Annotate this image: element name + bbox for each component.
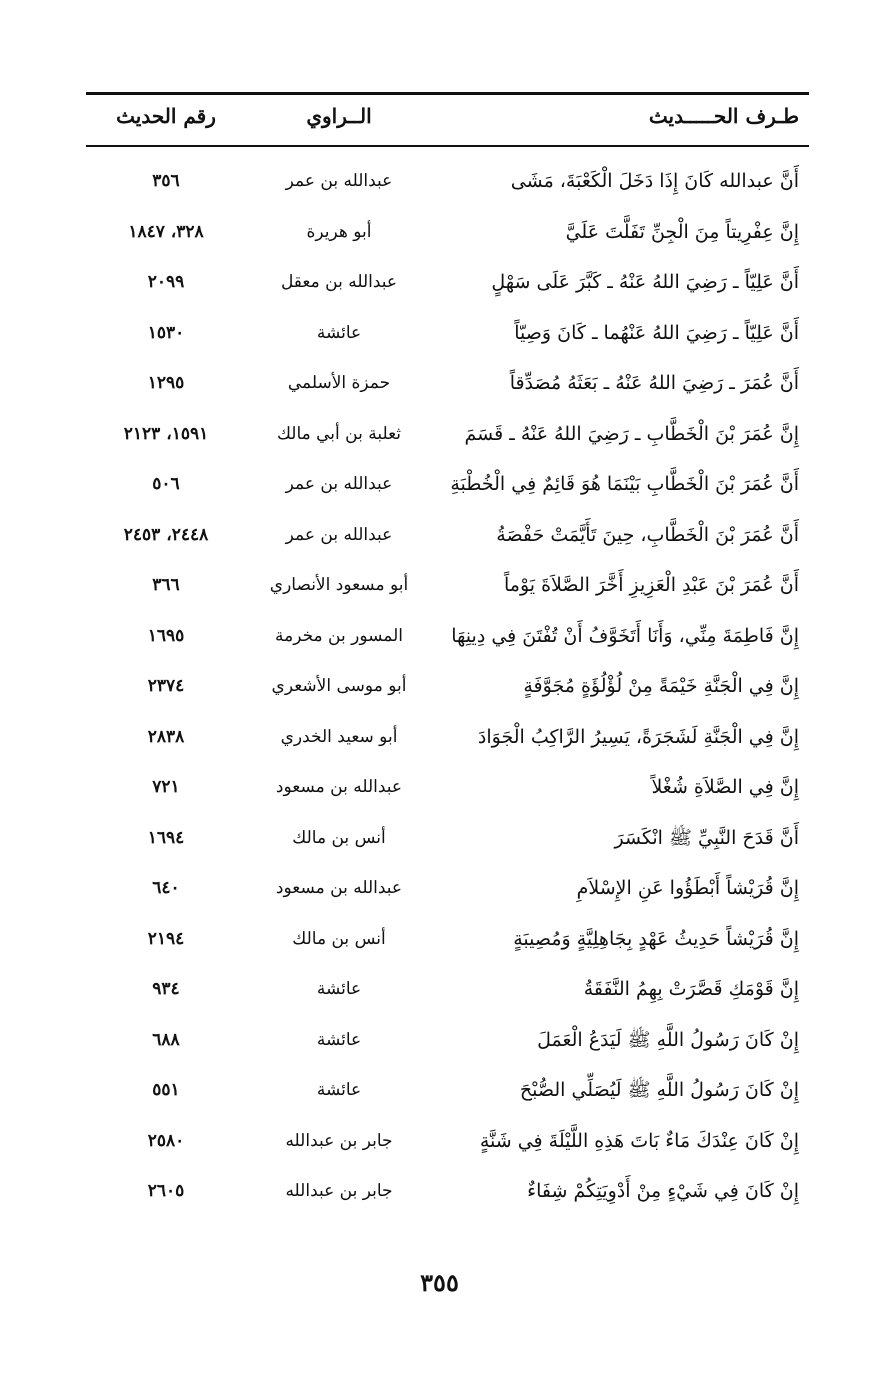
table-row	[86, 156, 809, 207]
narrator-name: عبدالله بن مسعود	[275, 777, 403, 797]
hadith-number: ٢١٩٤	[147, 928, 185, 949]
table-row	[86, 560, 809, 611]
hadith-number: ١٥٣٠	[147, 322, 185, 343]
table-row	[86, 1015, 809, 1066]
table-row	[86, 257, 809, 308]
table-row	[86, 207, 809, 258]
narrator-name: عبدالله بن معقل	[280, 272, 398, 292]
hadith-text: إِنَّ فِي الْجَنَّةِ لَشَجَرَةً، يَسِيرُ الرَّاكِبُ الْجَوَادَ	[477, 725, 799, 748]
hadith-number: ٢٣٧٤	[147, 676, 185, 696]
page-number: ٣٥٥	[420, 1268, 459, 1297]
table-row	[86, 712, 809, 763]
hadith-number: ١٥٩١، ٢١٢٣	[123, 423, 209, 444]
hadith-number: ٥٥١	[152, 1080, 180, 1100]
table-row	[86, 762, 809, 813]
narrator-name: أبو موسى الأشعري	[271, 676, 407, 696]
hadith-text: إِنَّ فِي الصَّلاَةِ شُغْلاً	[651, 776, 799, 798]
narrator-name: عائشة	[316, 1080, 362, 1100]
narrator-name: عبدالله بن عمر	[285, 474, 393, 494]
hadith-index-table	[86, 156, 809, 1217]
narrator-name: أنس بن مالك	[292, 827, 386, 848]
hadith-text: أَنَّ قَدَحَ النَّبِيِّ ﷺ انْكَسَرَ	[614, 826, 799, 849]
hadith-number: ١٦٩٥	[147, 625, 185, 646]
header-rule	[86, 145, 809, 147]
table-header	[86, 104, 809, 140]
header-narrator-label: الــراوي	[306, 104, 372, 128]
narrator-name: حمزة الأسلمي	[287, 373, 391, 393]
narrator-name: عبدالله بن مسعود	[275, 878, 403, 898]
narrator-name: عائشة	[316, 979, 362, 999]
narrator-name: المسور بن مخرمة	[274, 625, 404, 646]
hadith-number: ٢٨٣٨	[147, 726, 185, 747]
hadith-text: أَنَّ عُمَرَ بْنَ الْخَطَّابِ، حِينَ تَأَيَّمَتْ حَفْصَةُ	[496, 523, 799, 546]
hadith-text: إِنَّ قَوْمَكِ قَصَّرَتْ بِهِمُ النَّفَقَةُ	[583, 978, 799, 1000]
hadith-number: ٢٦٠٥	[147, 1181, 185, 1201]
hadith-text: أَنَّ عَلِيّاً ـ رَضِيَ اللهُ عَنْهُ ـ كَبَّرَ عَلَى سَهْلٍ	[491, 271, 799, 293]
hadith-number: ٢٤٤٨، ٢٤٥٣	[123, 524, 209, 545]
hadith-text: إِنْ كَانَ رَسُولُ اللَّهِ ﷺ لَيَدَعُ الْعَمَلَ	[537, 1028, 799, 1051]
hadith-text: إِنَّ فَاطِمَةَ مِنِّي، وَأَنَا أَتَخَوَّفُ أَنْ تُفْتَنَ فِي دِينِهَا	[451, 624, 799, 647]
hadith-text: إِنْ كَانَ رَسُولُ اللَّهِ ﷺ لَيُصَلِّي الصُّبْحَ	[519, 1079, 799, 1101]
hadith-number: ١٢٩٥	[147, 373, 185, 393]
hadith-number: ٧٢١	[152, 777, 180, 797]
table-row	[86, 813, 809, 864]
hadith-number: ٦٨٨	[152, 1029, 180, 1050]
top-rule	[86, 92, 809, 95]
table-row	[86, 914, 809, 965]
narrator-name: عائشة	[316, 322, 362, 343]
header-number-label: رقم الحديث	[116, 104, 216, 128]
table-row	[86, 964, 809, 1015]
hadith-text: أَنَّ عُمَرَ بْنَ عَبْدِ الْعَزِيزِ أَخَّرَ الصَّلاَةَ يَوْماً	[503, 574, 799, 596]
narrator-name: جابر بن عبدالله	[285, 1181, 393, 1201]
hadith-number: ١٦٩٤	[147, 827, 185, 848]
hadith-text: إِنَّ فِي الْجَنَّةِ خَيْمَةً مِنْ لُؤْلُؤَةٍ مُجَوَّفَةٍ	[523, 675, 799, 697]
narrator-name: عائشة	[316, 1029, 362, 1050]
header-hadith-label: طـرف الحـــــديث	[648, 104, 799, 128]
hadith-text: إِنَّ عُمَرَ بْنَ الْخَطَّابِ ـ رَضِيَ اللهُ عَنْهُ ـ قَسَمَ	[464, 422, 799, 445]
hadith-text: أَنَّ عُمَرَ ـ رَضِيَ اللهُ عَنْهُ ـ بَعَثَهُ مُصَدِّقاً	[509, 372, 799, 394]
table-row	[86, 308, 809, 359]
narrator-name: أنس بن مالك	[292, 928, 386, 949]
table-row	[86, 1116, 809, 1167]
hadith-number: ٥٠٦	[152, 474, 180, 494]
table-row	[86, 611, 809, 662]
narrator-name: جابر بن عبدالله	[285, 1130, 393, 1151]
table-row	[86, 358, 809, 409]
narrator-name: أبو هريرة	[306, 221, 372, 242]
hadith-text: أَنَّ عبدالله كَانَ إِذَا دَخَلَ الْكَعْبَةَ، مَشَى	[510, 170, 799, 192]
hadith-text: إِنَّ قُرَيْشاً حَدِيثُ عَهْدٍ بِجَاهِلِيَّةٍ وَمُصِيبَةٍ	[513, 927, 799, 950]
table-row	[86, 409, 809, 460]
narrator-name: أبو سعيد الخدري	[280, 726, 398, 747]
narrator-name: عبدالله بن عمر	[285, 524, 393, 545]
table-row	[86, 1166, 809, 1217]
hadith-text: أَنَّ عَلِيّاً ـ رَضِيَ اللهُ عَنْهُما ـ كَانَ وَصِيّاً	[514, 321, 799, 344]
table-row	[86, 459, 809, 510]
hadith-number: ٢٥٨٠	[147, 1130, 185, 1151]
table-row	[86, 661, 809, 712]
hadith-text: إِنْ كَانَ عِنْدَكَ مَاءٌ بَاتَ هَذِهِ اللَّيْلَةَ فِي شَنَّةٍ	[479, 1129, 799, 1152]
table-row	[86, 1065, 809, 1116]
hadith-number: ٩٣٤	[152, 979, 180, 999]
hadith-number: ٣٢٨، ١٨٤٧	[128, 221, 204, 242]
table-row	[86, 510, 809, 561]
hadith-number: ٣٦٦	[152, 575, 180, 595]
hadith-text: إِنَّ قُرَيْشاً أَبْطَؤُوا عَنِ الإِسْلاَمِ	[576, 877, 799, 899]
narrator-name: ثعلبة بن أبي مالك	[276, 423, 402, 444]
hadith-text: إِنْ كَانَ فِي شَيْءٍ مِنْ أَدْوِيَتِكُمْ شِفَاءٌ	[527, 1180, 799, 1202]
hadith-number: ٢٠٩٩	[147, 272, 185, 292]
narrator-name: عبدالله بن عمر	[285, 171, 393, 191]
hadith-text: أَنَّ عُمَرَ بْنَ الْخَطَّابِ بَيْنَمَا هُوَ قَائِمٌ فِي الْخُطْبَةِ	[450, 473, 799, 495]
hadith-text: إِنَّ عِفْرِيتاً مِنَ الْجِنِّ تَفَلَّتَ عَلَيَّ	[565, 220, 799, 243]
hadith-number: ٣٥٦	[152, 171, 180, 191]
narrator-name: أبو مسعود الأنصاري	[269, 575, 409, 595]
table-row	[86, 863, 809, 914]
hadith-number: ٦٤٠	[152, 878, 180, 898]
